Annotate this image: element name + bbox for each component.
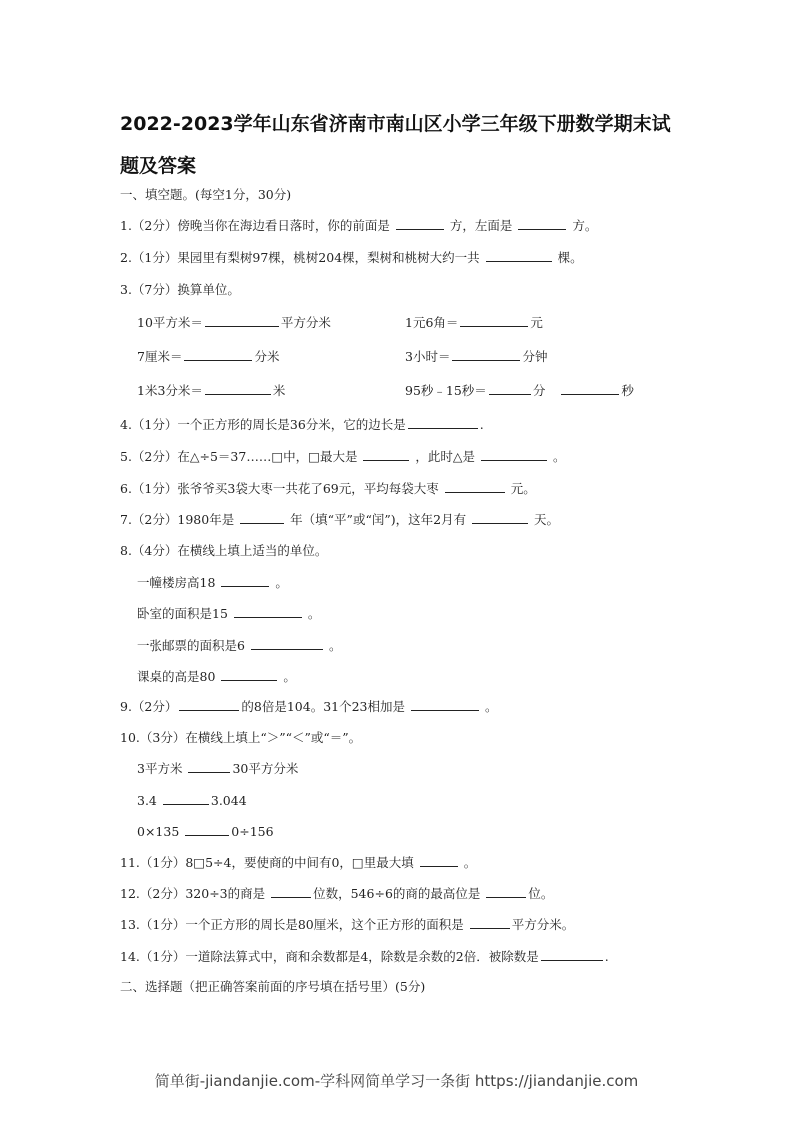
answer-blank[interactable] <box>489 382 531 395</box>
question-3-item: 3小时＝ 分钟 <box>405 349 548 364</box>
question-8-title: 8.（4分）在横线上填上适当的单位。 <box>120 543 328 558</box>
answer-blank[interactable] <box>188 760 230 773</box>
answer-blank[interactable] <box>185 823 229 836</box>
question-14: 14.（1分）一道除法算式中，商和余数都是4，除数是余数的2倍．被除数是 . <box>120 949 609 964</box>
answer-blank[interactable] <box>472 511 528 524</box>
question-10-title: 10.（3分）在横线上填上“＞”“＜”或“＝”。 <box>120 730 362 745</box>
answer-blank[interactable] <box>541 948 603 961</box>
answer-blank[interactable] <box>486 885 526 898</box>
answer-blank[interactable] <box>179 698 239 711</box>
answer-blank[interactable] <box>221 668 277 681</box>
page-title: 2022-2023学年山东省济南市南山区小学三年级下册数学期末试题及答案 <box>120 113 671 177</box>
answer-blank[interactable] <box>163 792 209 805</box>
page-footer: 简单街-jiandanjie.com-学科网简单学习一条街 https://jiandanjie.com <box>154 1072 639 1090</box>
question-3-item: 95秒﹣15秒＝ 分 秒 <box>405 383 634 398</box>
question-2: 2.（1分）果园里有梨树97棵，桃树204棵，梨树和桃树大约一共 棵。 <box>120 250 583 265</box>
answer-blank[interactable] <box>481 448 547 461</box>
answer-blank[interactable] <box>205 314 279 327</box>
answer-blank[interactable] <box>445 480 505 493</box>
answer-blank[interactable] <box>221 574 269 587</box>
question-3-item: 7厘米＝ 分米 <box>137 349 280 364</box>
answer-blank[interactable] <box>518 217 566 230</box>
question-7: 7.（2分）1980年是 年（填“平”或“闰”)，这年2月有 天。 <box>120 512 560 527</box>
question-4: 4.（1分）一个正方形的周长是36分米，它的边长是 . <box>120 417 484 432</box>
section-heading-choice: 二、选择题（把正确答案前面的序号填在括号里）(5分) <box>120 979 426 994</box>
question-8-item: 一幢楼房高18 。 <box>137 575 288 590</box>
question-12: 12.（2分）320÷3的商是 位数，546÷6的商的最高位是 位。 <box>120 886 554 901</box>
question-8-item: 课桌的高是80 。 <box>137 669 296 684</box>
question-10-item: 0×135 0÷156 <box>137 824 274 839</box>
answer-blank[interactable] <box>411 698 479 711</box>
question-8-item: 卧室的面积是15 。 <box>137 606 321 621</box>
answer-blank[interactable] <box>408 416 478 429</box>
answer-blank[interactable] <box>561 382 619 395</box>
question-3-item: 10平方米＝ 平方分米 <box>137 315 331 330</box>
answer-blank[interactable] <box>486 249 552 262</box>
answer-blank[interactable] <box>420 854 458 867</box>
answer-blank[interactable] <box>184 348 252 361</box>
answer-blank[interactable] <box>271 885 311 898</box>
answer-blank[interactable] <box>363 448 409 461</box>
answer-blank[interactable] <box>460 314 528 327</box>
question-13: 13.（1分）一个正方形的周长是80厘米，这个正方形的面积是 平方分米。 <box>120 917 575 932</box>
answer-blank[interactable] <box>470 916 510 929</box>
question-5: 5.（2分）在△÷5＝37……□中，□最大是 ，此时△是 。 <box>120 449 566 464</box>
question-10-item: 3.4 3.044 <box>137 793 247 808</box>
question-3-item: 1元6角＝ 元 <box>405 315 543 330</box>
section-heading-fill-blank: 一、填空题。(每空1分，30分) <box>120 187 292 202</box>
question-10-item: 3平方米 30平方分米 <box>137 761 299 776</box>
question-9: 9.（2分） 的8倍是104。31个23相加是 。 <box>120 699 498 714</box>
question-8-item: 一张邮票的面积是6 。 <box>137 638 342 653</box>
question-3-item: 1米3分米＝ 米 <box>137 383 286 398</box>
question-3-title: 3.（7分）换算单位。 <box>120 282 240 297</box>
answer-blank[interactable] <box>240 511 284 524</box>
question-6: 6.（1分）张爷爷买3袋大枣一共花了69元，平均每袋大枣 元。 <box>120 481 536 496</box>
answer-blank[interactable] <box>452 348 520 361</box>
answer-blank[interactable] <box>396 217 444 230</box>
question-1: 1.（2分）傍晚当你在海边看日落时，你的前面是 方，左面是 方。 <box>120 218 598 233</box>
question-11: 11.（1分）8□5÷4，要使商的中间有0，□里最大填 。 <box>120 855 477 870</box>
answer-blank[interactable] <box>205 382 271 395</box>
answer-blank[interactable] <box>234 605 302 618</box>
answer-blank[interactable] <box>251 637 323 650</box>
